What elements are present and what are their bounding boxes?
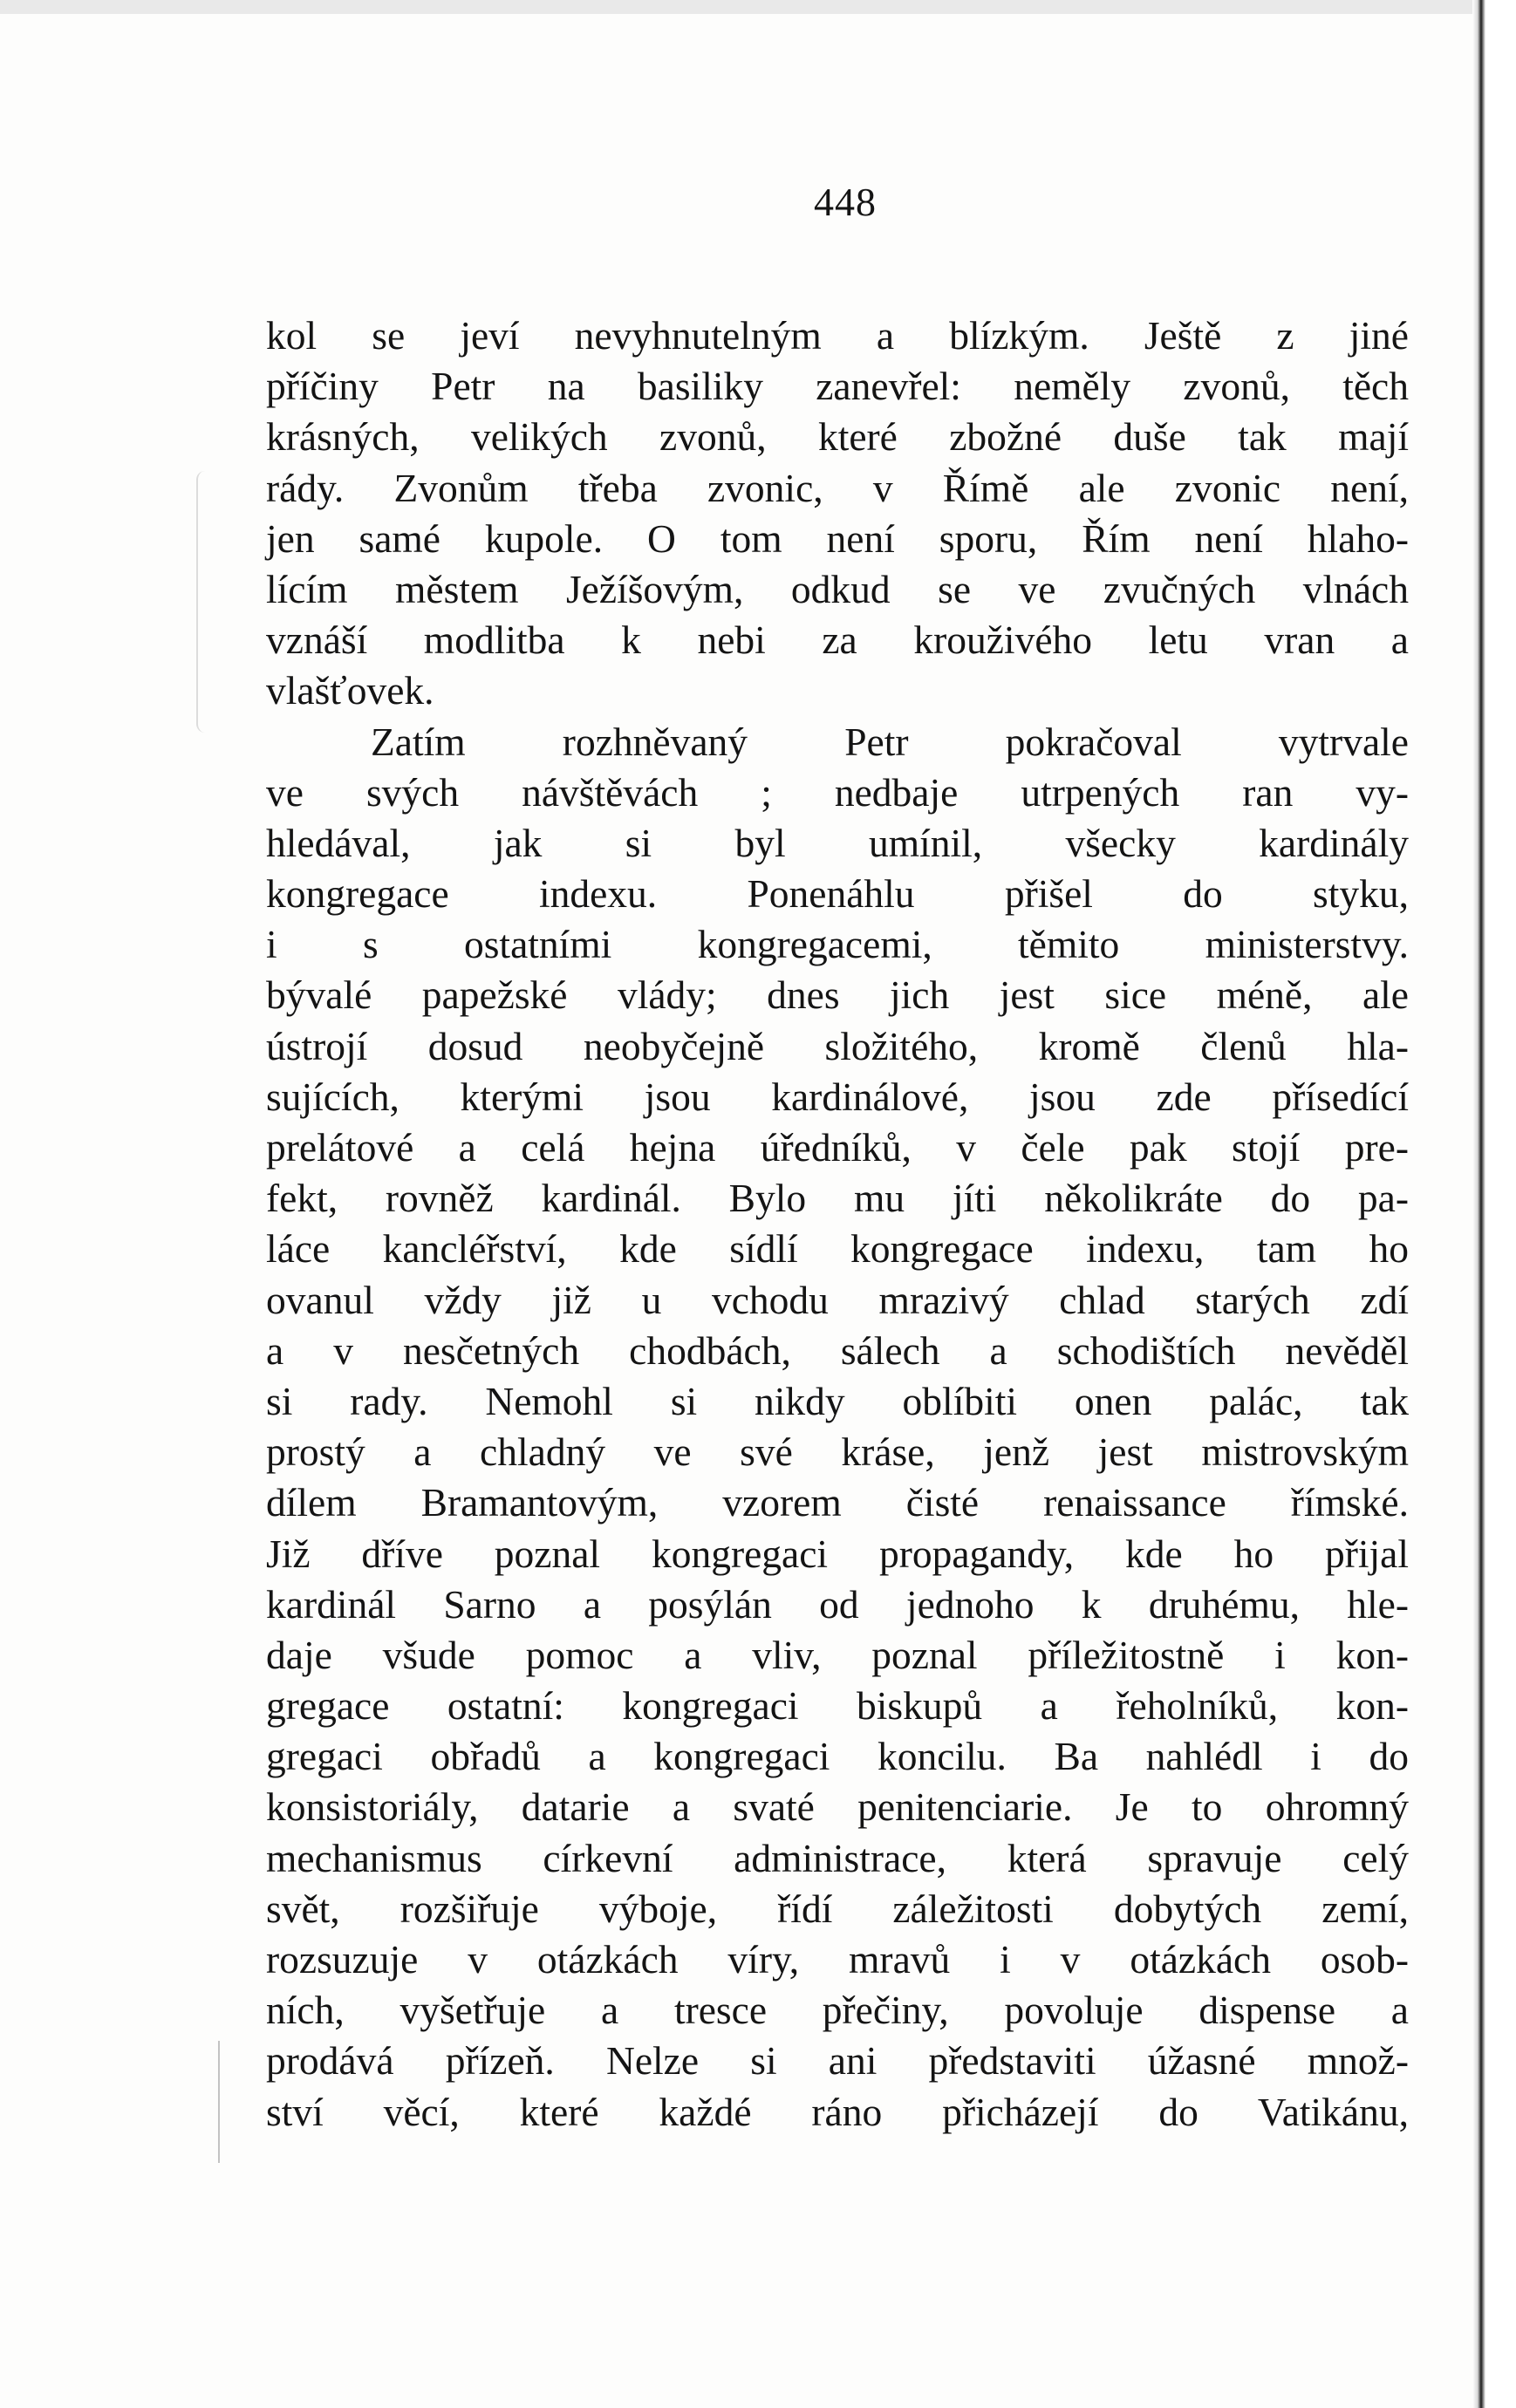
text-line: kardinál Sarno a posýlán od jednoho k druhému, hle-	[266, 1581, 1409, 1627]
text-line: prodává přízeň. Nelze si ani představiti úžasné množ-	[266, 2038, 1409, 2084]
text-line: a v nesčetných chodbách, sálech a schodištích nevěděl	[266, 1327, 1409, 1373]
text-line-paragraph-start: Zatím rozhněvaný Petr pokračoval vytrvale	[371, 719, 1409, 764]
text-line: láce kancléřství, kde sídlí kongregace indexu, tam ho	[266, 1226, 1409, 1272]
text-line: sujících, kterými jsou kardinálové, jsou zde přísedící	[266, 1074, 1409, 1119]
text-line: krásných, velikých zvonů, které zbožné duše tak mají	[266, 414, 1409, 460]
scan-margin-mark	[196, 471, 214, 733]
text-line: jen samé kupole. O tom není sporu, Řím není hlaho-	[266, 515, 1409, 561]
text-line: ství věcí, které každé ráno přicházejí do Vatikánu,	[266, 2089, 1409, 2134]
text-line: prelátové a celá hejna úředníků, v čele pak stojí pre-	[266, 1125, 1409, 1170]
text-line: ovanul vždy již u vchodu mrazivý chlad starých zdí	[266, 1277, 1409, 1322]
text-line: si rady. Nemohl si nikdy oblíbiti onen palác, tak	[266, 1378, 1409, 1423]
page-number: 448	[814, 180, 877, 224]
text-line: vlašťovek.	[266, 668, 434, 713]
text-line: Již dříve poznal kongregaci propagandy, kde ho přijal	[266, 1531, 1409, 1576]
book-binding-edge	[1472, 0, 1516, 2408]
text-line: kongregace indexu. Ponenáhlu přišel do styku,	[266, 871, 1409, 917]
text-line: rády. Zvonům třeba zvonic, v Římě ale zvonic není,	[266, 465, 1409, 510]
text-line: fekt, rovněž kardinál. Bylo mu jíti několikráte do pa-	[266, 1176, 1409, 1221]
text-line: ních, vyšetřuje a tresce přečiny, povoluje dispense a	[266, 1988, 1409, 2033]
text-line: i s ostatními kongregacemi, těmito ministerstvy.	[266, 922, 1409, 967]
text-line: kol se jeví nevyhnutelným a blízkým. Ještě z jiné	[266, 313, 1409, 358]
text-line: ve svých návštěvách ; nedbaje utrpených ran vy-	[266, 769, 1409, 815]
text-line: ústrojí dosud neobyčejně složitého, kromě členů hla-	[266, 1023, 1409, 1068]
text-line: lícím městem Ježíšovým, odkud se ve zvučných vlnách	[266, 566, 1409, 611]
text-line: gregace ostatní: kongregaci biskupů a řeholníků, kon-	[266, 1683, 1409, 1729]
scan-margin-mark-lower	[218, 2041, 229, 2163]
text-line: prostý a chladný ve své kráse, jenž jest mistrovským	[266, 1429, 1409, 1475]
text-line: hledával, jak si byl umínil, všecky kardinály	[266, 820, 1409, 865]
text-line: gregaci obřadů a kongregaci koncilu. Ba nahlédl i do	[266, 1734, 1409, 1779]
page-top-edge	[0, 0, 1516, 14]
text-line: bývalé papežské vlády; dnes jich jest sice méně, ale	[266, 972, 1409, 1018]
text-line: mechanismus církevní administrace, která spravuje celý	[266, 1835, 1409, 1880]
text-line: rozsuzuje v otázkách víry, mravů i v otázkách osob-	[266, 1937, 1409, 1982]
text-line: svět, rozšiřuje výboje, řídí záležitosti dobytých zemí,	[266, 1886, 1409, 1931]
text-line: vznáší modlitba k nebi za krouživého letu vran a	[266, 617, 1409, 663]
text-line: příčiny Petr na basiliky zanevřel: neměly zvonů, těch	[266, 364, 1409, 409]
text-line: daje všude pomoc a vliv, poznal příležitostně i kon-	[266, 1632, 1409, 1677]
text-line: konsistoriály, datarie a svaté penitenciarie. Je to ohromný	[266, 1784, 1409, 1830]
text-line: dílem Bramantovým, vzorem čisté renaissance římské.	[266, 1480, 1409, 1525]
body-text	[266, 310, 1409, 2138]
